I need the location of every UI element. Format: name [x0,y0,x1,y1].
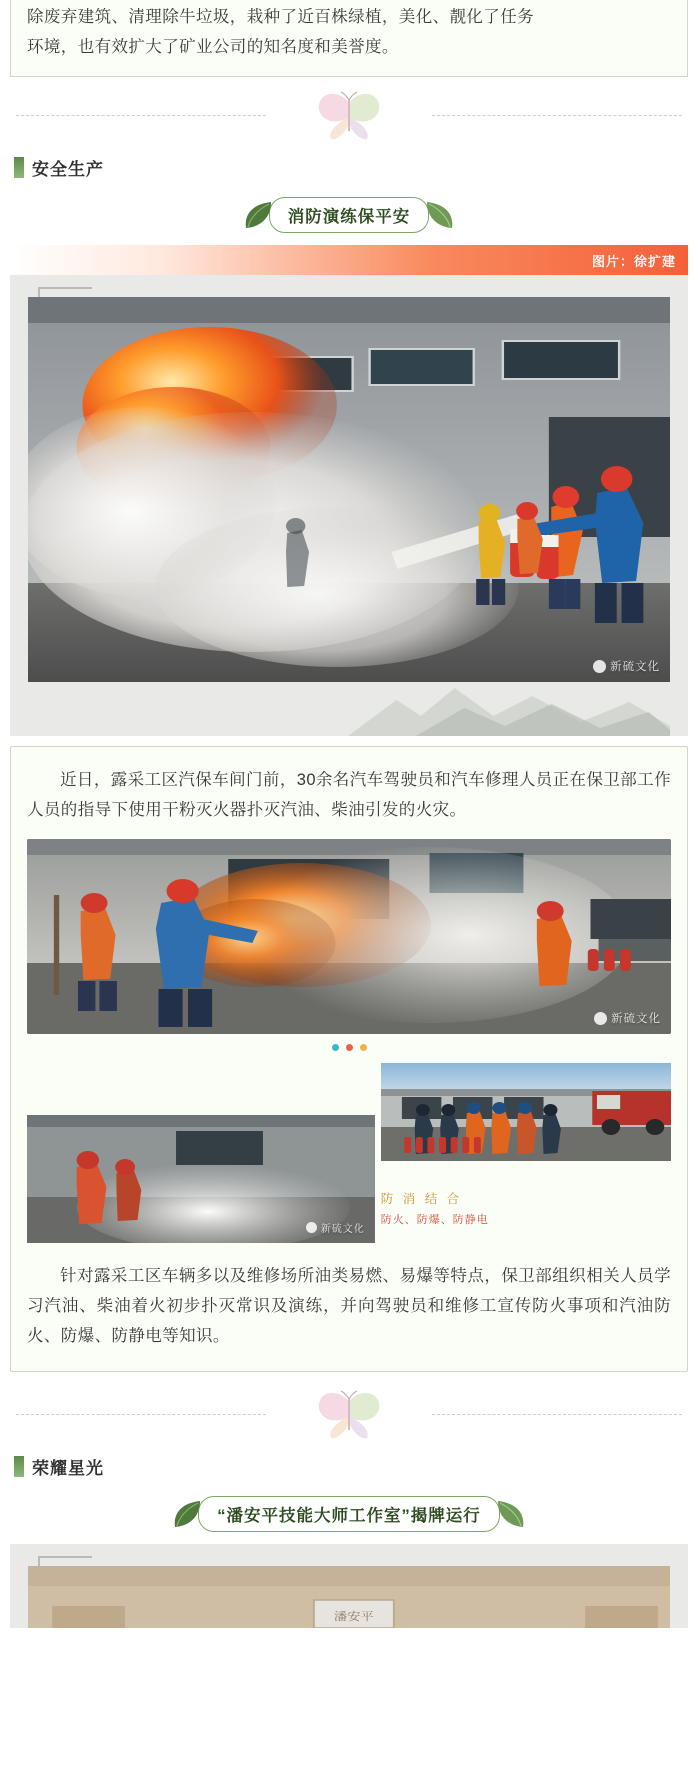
heading-bar [14,157,24,178]
watermark-label: 新硫文化 [320,1224,365,1235]
honor-image-frame [10,1544,688,1628]
body-paragraph-2: 针对露采工区车辆多以及维修场所油类易燃、易爆等特点，保卫部组织相关人员学习汽油、柴油着火初步扑灭常识及演练，并向驾驶员和维修工宣传防火事项和汽油防火、防爆、防静电等知识。 [27,1267,671,1345]
section-heading-label: 荣耀星光 [32,1458,104,1478]
watermark-icon [594,1010,661,1026]
ink-mountain-decoration [28,682,670,736]
leaf-icon [494,1497,528,1531]
leaf-title-master-studio [0,1494,698,1534]
page-bottom-spacer [0,1628,698,1638]
leaf-icon [241,198,275,232]
gallery-dot-1[interactable] [332,1044,339,1051]
mini-caption-main: 防 消 结 合 [380,1192,463,1206]
top-paragraph-line-2: 环境，也有效扩大了矿业公司的知名度和美誉度。 [27,38,399,56]
heading-bar [14,1456,24,1477]
leaf-title-label: “潘安平技能大师工作室”揭牌运行 [198,1496,500,1532]
article-body-card [10,746,688,1372]
watermark-icon [593,658,660,674]
butterfly-divider-1 [10,87,688,143]
honor-photo [28,1566,670,1628]
divider-line-left [16,115,266,116]
watermark-label: 新硫文化 [611,1013,661,1025]
photo-credit-label: 图片：徐扩建 [591,253,676,269]
hero-image-frame [10,275,688,736]
mini-gallery [27,1063,671,1243]
butterfly-divider-2 [10,1386,688,1442]
leaf-title-fire-drill [0,195,698,235]
butterfly-icon [313,89,385,141]
divider-line-left [16,1414,266,1415]
mini-caption-sub: 防火、防爆、防静电 [380,1214,489,1226]
watermark-icon [306,1220,365,1235]
divider-line-right [432,115,682,116]
section-heading-honor [14,1452,698,1480]
svg-text:潘安平: 潘安平 [333,1610,374,1623]
gallery-dot-2[interactable] [346,1044,353,1051]
gallery-photo-smoke [27,1115,375,1243]
butterfly-icon [313,1388,385,1440]
top-paragraph-line-1: 除废弃建筑、清理除牛垃圾，栽种了近百株绿植，美化、靓化了任务 [27,8,534,26]
gallery-photo-main [27,839,671,1034]
gallery-photo-crew [381,1063,671,1161]
gallery-dots[interactable] [27,1034,671,1059]
hero-photo-fire-drill [28,297,670,682]
leaf-title-label: 消防演练保平安 [269,197,430,233]
section-heading-label: 安全生产 [32,159,104,179]
divider-line-right [432,1414,682,1415]
photo-credit-bar [10,245,688,275]
top-paragraph-card [10,0,688,77]
leaf-icon [423,198,457,232]
section-heading-safety [14,153,698,181]
watermark-label: 新硫文化 [610,661,660,673]
leaf-icon [170,1497,204,1531]
body-paragraph-1: 近日，露采工区汽保车间门前，30余名汽车驾驶员和汽车修理人员正在保卫部工作人员的指导下使用干粉灭火器扑灭汽油、柴油引发的火灾。 [27,771,671,819]
gallery-dot-3[interactable] [360,1044,367,1051]
mini-gallery-caption [381,1189,671,1227]
